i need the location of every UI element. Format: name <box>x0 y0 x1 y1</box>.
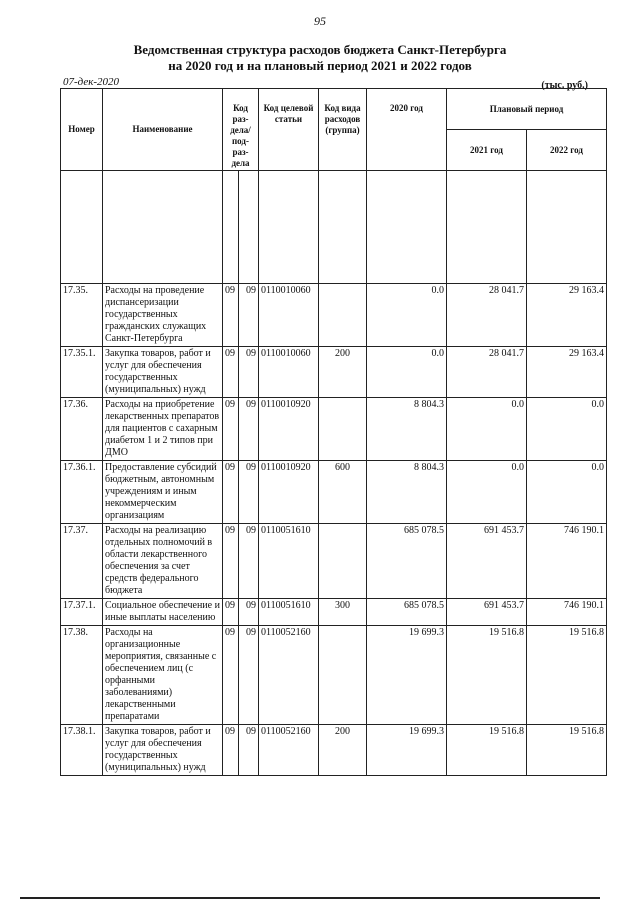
row-name: Расходы на реализацию отдельных полномочий в области лекарственного обеспечения за счет средств федерального бюджета <box>103 524 223 599</box>
header-planned-period: Плановый период <box>447 89 607 130</box>
row-amount-2021: 691 453.7 <box>447 524 527 599</box>
row-amount-2020: 685 078.5 <box>367 599 447 626</box>
row-expense-type: 200 <box>319 347 367 398</box>
row-amount-2020: 0.0 <box>367 347 447 398</box>
row-expense-type: 600 <box>319 461 367 524</box>
table-row <box>61 284 607 347</box>
row-target-code: 0110010060 <box>259 347 319 398</box>
row-section: 09 <box>223 599 239 626</box>
header-2021: 2021 год <box>447 130 527 171</box>
units-label: (тыс. руб.) <box>541 80 588 91</box>
row-amount-2020: 685 078.5 <box>367 524 447 599</box>
row-amount-2022: 746 190.1 <box>527 599 607 626</box>
row-amount-2022: 29 163.4 <box>527 347 607 398</box>
row-amount-2020: 8 804.3 <box>367 461 447 524</box>
page-number: 95 <box>314 14 326 28</box>
header-2020: 2020 год <box>367 89 447 171</box>
row-expense-type <box>319 524 367 599</box>
header-target: Код целевой статьи <box>259 89 319 171</box>
row-expense-type: 200 <box>319 725 367 776</box>
row-expense-type <box>319 398 367 461</box>
header-name: Наименование <box>103 89 223 171</box>
header-spacer-row <box>61 171 607 284</box>
row-amount-2021: 0.0 <box>447 398 527 461</box>
title-line-1: Ведомственная структура расходов бюджета Санкт-Петербурга <box>133 42 507 57</box>
row-amount-2021: 19 516.8 <box>447 725 527 776</box>
row-amount-2021: 0.0 <box>447 461 527 524</box>
row-target-code: 0110010920 <box>259 398 319 461</box>
table-row <box>61 461 607 524</box>
row-amount-2022: 0.0 <box>527 461 607 524</box>
row-amount-2021: 691 453.7 <box>447 599 527 626</box>
row-subsection: 09 <box>239 461 259 524</box>
row-name: Закупка товаров, работ и услуг для обеспечения государственных (муниципальных) нужд <box>103 347 223 398</box>
row-subsection: 09 <box>239 626 259 725</box>
row-subsection: 09 <box>239 599 259 626</box>
row-section: 09 <box>223 626 239 725</box>
row-amount-2020: 19 699.3 <box>367 626 447 725</box>
page-title <box>0 42 640 74</box>
row-expense-type: 300 <box>319 599 367 626</box>
title-line-2: на 2020 год и на плановый период 2021 и 2022 годов <box>168 58 472 73</box>
row-number: 17.36. <box>61 398 103 461</box>
bottom-rule <box>20 897 600 899</box>
row-section: 09 <box>223 347 239 398</box>
budget-table <box>60 88 607 776</box>
row-amount-2020: 8 804.3 <box>367 398 447 461</box>
row-amount-2021: 19 516.8 <box>447 626 527 725</box>
row-amount-2020: 0.0 <box>367 284 447 347</box>
row-number: 17.38.1. <box>61 725 103 776</box>
row-target-code: 0110051610 <box>259 524 319 599</box>
row-target-code: 0110052160 <box>259 626 319 725</box>
row-number: 17.37.1. <box>61 599 103 626</box>
row-section: 09 <box>223 725 239 776</box>
row-name: Расходы на приобретение лекарственных препаратов для пациентов с сахарным диабетом 1 и 2 типов при ДМО <box>103 398 223 461</box>
row-number: 17.35. <box>61 284 103 347</box>
row-target-code: 0110010920 <box>259 461 319 524</box>
row-subsection: 09 <box>239 284 259 347</box>
row-subsection: 09 <box>239 524 259 599</box>
header-number: Номер <box>61 89 103 171</box>
row-name: Расходы на проведение диспансеризации государственных гражданских служащих Санкт-Петербурга <box>103 284 223 347</box>
row-section: 09 <box>223 461 239 524</box>
row-target-code: 0110051610 <box>259 599 319 626</box>
table-row <box>61 347 607 398</box>
row-amount-2022: 19 516.8 <box>527 626 607 725</box>
row-name: Закупка товаров, работ и услуг для обеспечения государственных (муниципальных) нужд <box>103 725 223 776</box>
row-expense-type <box>319 626 367 725</box>
row-number: 17.36.1. <box>61 461 103 524</box>
table-row <box>61 524 607 599</box>
row-target-code: 0110010060 <box>259 284 319 347</box>
row-section: 09 <box>223 524 239 599</box>
row-subsection: 09 <box>239 398 259 461</box>
header-section: Код раз- дела/ под- раз- дела <box>223 89 259 171</box>
table-row <box>61 626 607 725</box>
row-number: 17.38. <box>61 626 103 725</box>
row-number: 17.35.1. <box>61 347 103 398</box>
row-name: Предоставление субсидий бюджетным, автономным учреждениям и иным некоммерческим организациям <box>103 461 223 524</box>
row-amount-2021: 28 041.7 <box>447 347 527 398</box>
row-name: Социальное обеспечение и иные выплаты населению <box>103 599 223 626</box>
row-amount-2020: 19 699.3 <box>367 725 447 776</box>
header-2022: 2022 год <box>527 130 607 171</box>
header-expense-type: Код вида расходов (группа) <box>319 89 367 171</box>
table-row <box>61 398 607 461</box>
table-row <box>61 725 607 776</box>
row-subsection: 09 <box>239 725 259 776</box>
row-target-code: 0110052160 <box>259 725 319 776</box>
row-section: 09 <box>223 284 239 347</box>
row-name: Расходы на организационные мероприятия, связанные с обеспечением лиц (с орфанными заболеваниями) лекарственными препаратами <box>103 626 223 725</box>
row-section: 09 <box>223 398 239 461</box>
row-amount-2022: 746 190.1 <box>527 524 607 599</box>
row-amount-2022: 29 163.4 <box>527 284 607 347</box>
row-subsection: 09 <box>239 347 259 398</box>
row-amount-2022: 0.0 <box>527 398 607 461</box>
row-amount-2022: 19 516.8 <box>527 725 607 776</box>
table-row <box>61 599 607 626</box>
row-amount-2021: 28 041.7 <box>447 284 527 347</box>
row-number: 17.37. <box>61 524 103 599</box>
row-expense-type <box>319 284 367 347</box>
report-date: 07-дек-2020 <box>63 76 120 88</box>
